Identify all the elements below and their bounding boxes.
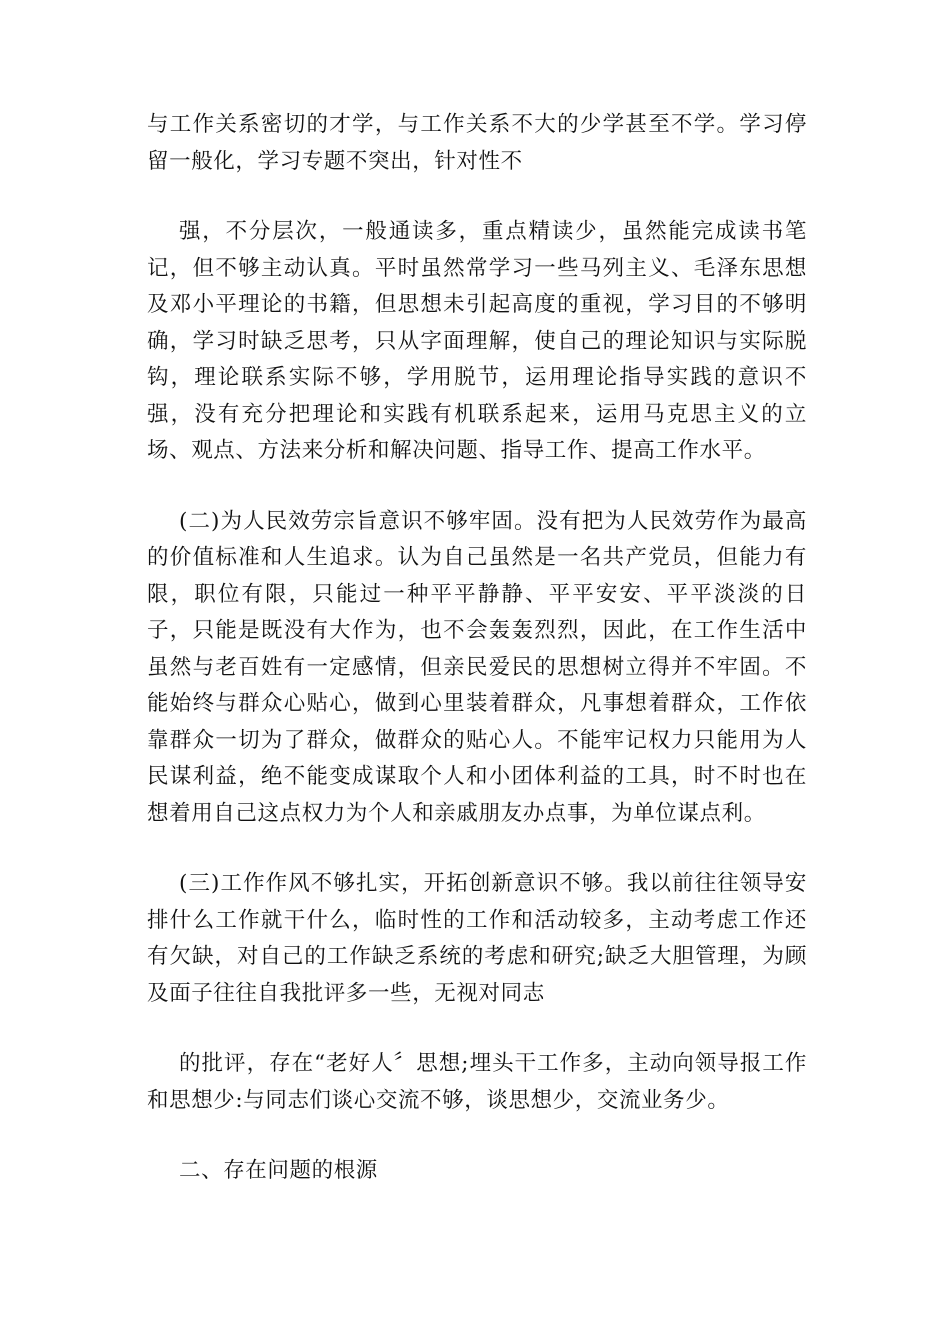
paragraph-work-style: (三)工作作风不够扎实，开拓创新意识不够。我以前往往领导安排什么工作就干什么，临时性的工作和活动较多，主动考虑工作还有欠缺，对自己的工作缺乏系统的考虑和研究;缺乏大胆管理，为顾及面子往往自我批评多一些，无视对同志 [147,871,807,1006]
paragraph-criticism: 的批评，存在“老好人〞思想;埋头干工作多，主动向领导报工作和思想少:与同志们谈心交流不够，谈思想少，交流业务少。 [147,1051,807,1113]
document-body [147,107,807,1224]
paragraph-study-scope: 与工作关系密切的才学，与工作关系不大的少学甚至不学。学习停留一般化，学习专题不突出，针对性不 [147,112,807,174]
paragraph-study-depth: 强，不分层次，一般通读多，重点精读少，虽然能完成读书笔记，但不够主动认真。平时虽然常学习一些马列主义、毛泽东思想及邓小平理论的书籍，但思想未引起高度的重视，学习目的不够明确，学习时缺乏思考，只从字面理解，使自己的理论知识与实际脱钩，理论联系实际不够，学用脱节，运用理论指导实践的意识不强，没有充分把理论和实践有机联系起来，运用马克思主义的立场、观点、方法来分析和解决问题、指导工作、提高工作水平。 [147,219,807,463]
paragraph-service-awareness: (二)为人民效劳宗旨意识不够牢固。没有把为人民效劳作为最高的价值标准和人生追求。认为自己虽然是一名共产党员，但能力有限，职位有限，只能过一种平平静静、平平安安、平平淡淡的日子，只能是既没有大作为，也不会轰轰烈烈，因此，在工作生活中虽然与老百姓有一定感情，但亲民爱民的思想树立得并不牢固。不能始终与群众心贴心，做到心里装着群众，凡事想着群众，工作依靠群众一切为了群众，做群众的贴心人。不能牢记权力只能用为人民谋利益，绝不能变成谋取个人和小团体利益的工具，时不时也在想着用自己这点权力为个人和亲戚朋友办点事，为单位谋点利。 [147,508,807,826]
section-heading-root-causes: 二、存在问题的根源 [179,1158,378,1183]
